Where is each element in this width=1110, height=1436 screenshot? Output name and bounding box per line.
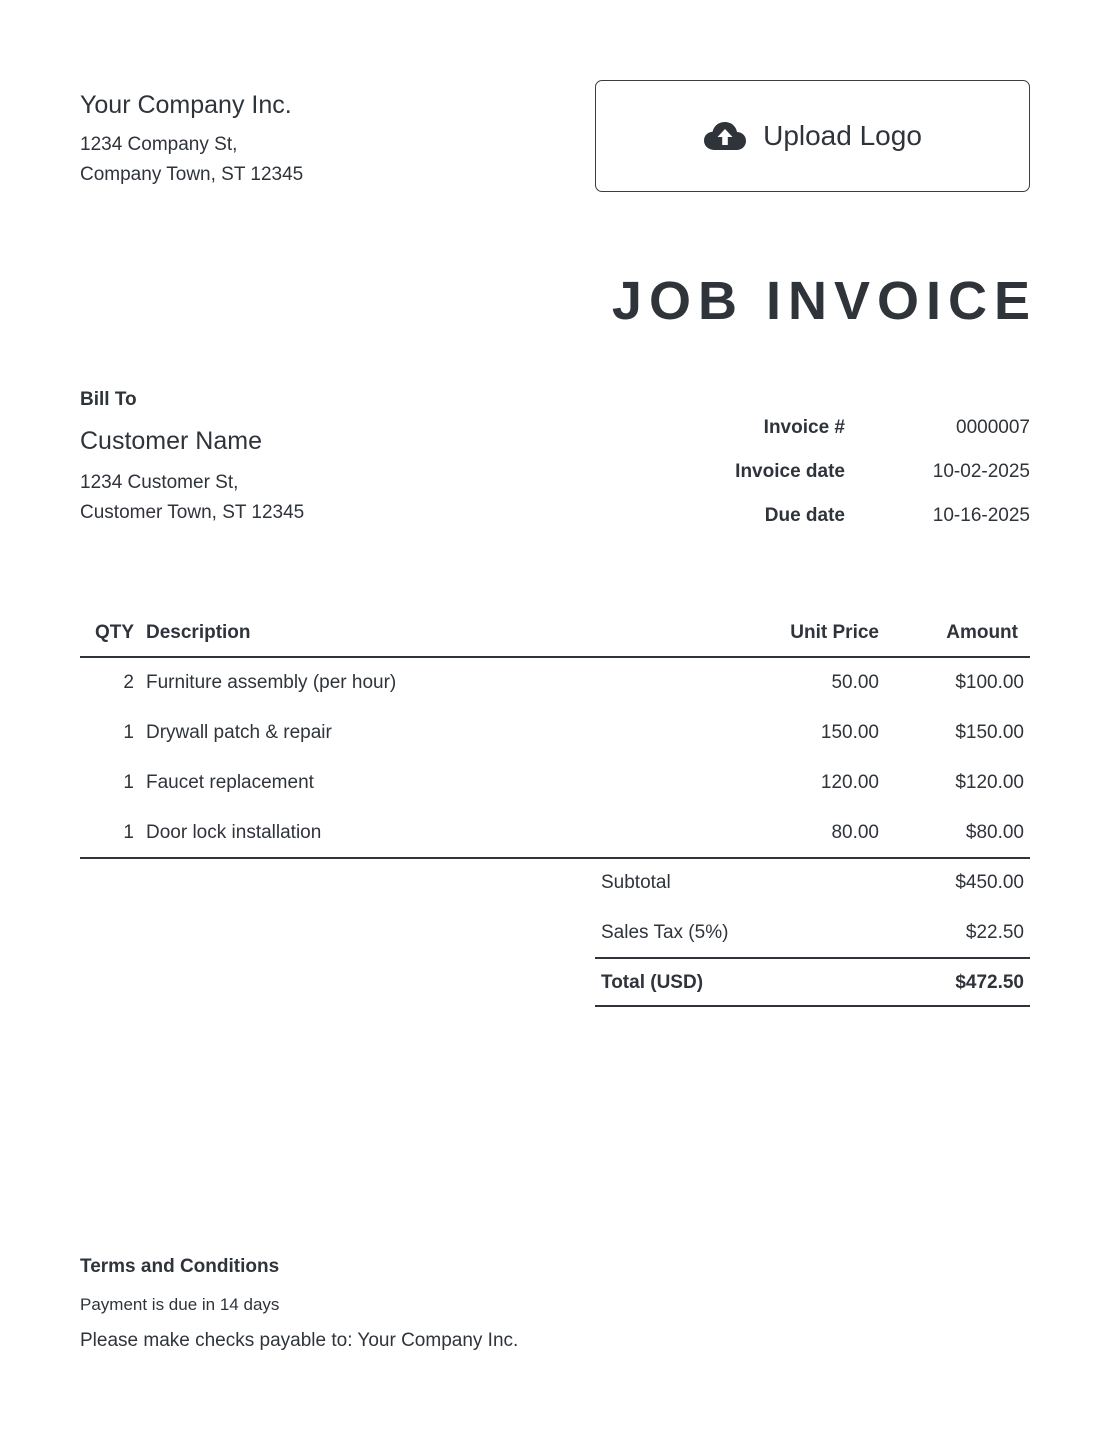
row-amount: $80.00 — [965, 822, 1024, 843]
company-address-line2[interactable]: Company Town, ST 12345 — [80, 164, 304, 185]
table-row[interactable] — [0, 821, 1110, 847]
row-amount: $150.00 — [955, 722, 1024, 743]
row-qty[interactable]: 1 — [123, 722, 134, 743]
description-column-header: Description — [146, 622, 251, 643]
upload-logo-label: Upload Logo — [763, 120, 922, 151]
row-qty[interactable]: 2 — [123, 672, 134, 693]
due-date-value[interactable]: 10-16-2025 — [932, 505, 1030, 526]
terms-title[interactable]: Terms and Conditions — [80, 1256, 280, 1277]
row-qty[interactable]: 1 — [123, 772, 134, 793]
customer-address-line1[interactable]: 1234 Customer St, — [80, 472, 239, 493]
total-label: Total (USD) — [601, 972, 704, 993]
total-top-divider — [595, 957, 1030, 959]
terms-checks-payable[interactable]: Please make checks payable to: Your Company Inc. — [80, 1330, 519, 1351]
total-value: $472.50 — [955, 972, 1024, 993]
subtotal-value: $450.00 — [955, 872, 1024, 893]
unit-price-column-header: Unit Price — [790, 622, 879, 643]
bill-to-label: Bill To — [80, 389, 137, 410]
invoice-date-value[interactable]: 10-02-2025 — [932, 461, 1030, 482]
row-unit-price[interactable]: 150.00 — [820, 722, 879, 743]
terms-payment-due[interactable]: Payment is due in 14 days — [80, 1295, 280, 1314]
invoice-number-label: Invoice # — [763, 417, 845, 438]
qty-column-header: QTY — [94, 622, 134, 643]
table-row[interactable] — [0, 671, 1110, 697]
customer-name[interactable]: Customer Name — [80, 427, 262, 455]
row-description[interactable]: Drywall patch & repair — [146, 722, 332, 743]
amount-column-header: Amount — [946, 622, 1018, 643]
row-unit-price[interactable]: 50.00 — [831, 672, 879, 693]
table-row[interactable] — [0, 771, 1110, 797]
company-name[interactable]: Your Company Inc. — [80, 91, 292, 119]
document-title[interactable]: JOB INVOICE — [611, 271, 1037, 331]
row-unit-price[interactable]: 120.00 — [820, 772, 879, 793]
row-qty[interactable]: 1 — [123, 822, 134, 843]
row-amount: $120.00 — [955, 772, 1024, 793]
invoice-date-label: Invoice date — [735, 461, 845, 482]
row-description[interactable]: Faucet replacement — [146, 772, 314, 793]
table-footer-divider — [80, 857, 1030, 859]
company-address-line1[interactable]: 1234 Company St, — [80, 134, 238, 155]
sales-tax-value: $22.50 — [965, 922, 1024, 943]
table-header-divider — [80, 656, 1030, 658]
upload-logo-button[interactable] — [595, 80, 1030, 192]
customer-address-line2[interactable]: Customer Town, ST 12345 — [80, 502, 305, 523]
total-bottom-divider — [595, 1005, 1030, 1007]
subtotal-label: Subtotal — [601, 872, 671, 893]
due-date-label: Due date — [764, 505, 845, 526]
row-description[interactable]: Furniture assembly (per hour) — [146, 672, 397, 693]
row-unit-price[interactable]: 80.00 — [831, 822, 879, 843]
invoice-number-value[interactable]: 0000007 — [956, 417, 1030, 438]
sales-tax-label[interactable]: Sales Tax (5%) — [601, 922, 729, 943]
cloud-upload-icon — [703, 120, 747, 152]
table-row[interactable] — [0, 721, 1110, 747]
row-description[interactable]: Door lock installation — [146, 822, 322, 843]
row-amount: $100.00 — [955, 672, 1024, 693]
